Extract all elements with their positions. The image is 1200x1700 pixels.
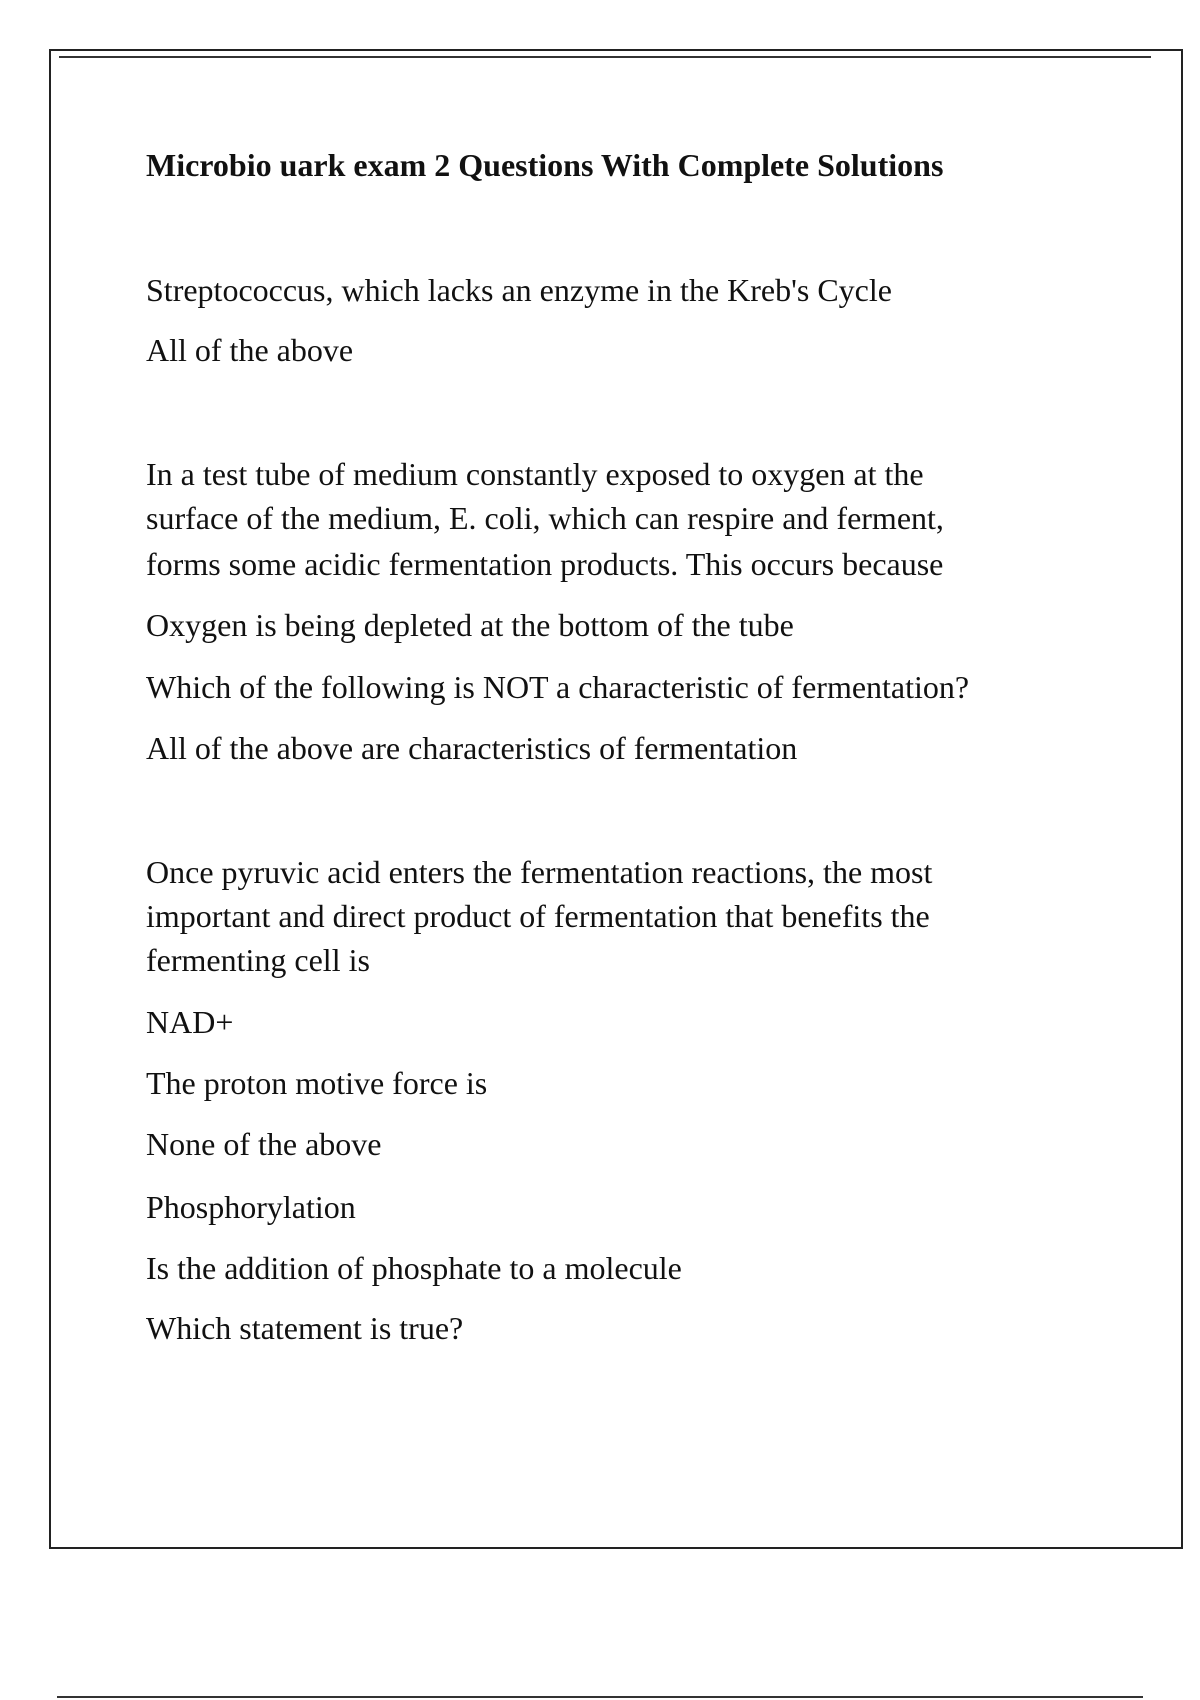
answer-line: All of the above are characteristics of fermentation [146, 730, 798, 766]
question-line: Which statement is true? [146, 1310, 464, 1346]
answer-line: NAD+ [146, 1004, 234, 1040]
question-line: Which of the following is NOT a characteristic of fermentation? [146, 669, 970, 705]
question-line: In a test tube of medium constantly exposed to oxygen at the [146, 456, 924, 492]
answer-line: Streptococcus, which lacks an enzyme in the Kreb's Cycle [146, 272, 892, 308]
question-line: fermenting cell is [146, 942, 370, 978]
question-line: Phosphorylation [146, 1189, 356, 1225]
question-line: Once pyruvic acid enters the fermentation reactions, the most [146, 854, 933, 890]
answer-line: None of the above [146, 1126, 382, 1162]
question-line: The proton motive force is [146, 1065, 488, 1101]
document-title: Microbio uark exam 2 Questions With Complete Solutions [146, 147, 944, 183]
question-line: forms some acidic fermentation products. This occurs because [146, 546, 944, 582]
bottom-rule [57, 1696, 1143, 1698]
answer-line: Oxygen is being depleted at the bottom of the tube [146, 607, 794, 643]
answer-line: All of the above [146, 332, 354, 368]
top-rule [59, 56, 1151, 58]
answer-line: Is the addition of phosphate to a molecule [146, 1250, 682, 1286]
question-line: surface of the medium, E. coli, which can respire and ferment, [146, 500, 944, 536]
question-line: important and direct product of fermentation that benefits the [146, 898, 930, 934]
